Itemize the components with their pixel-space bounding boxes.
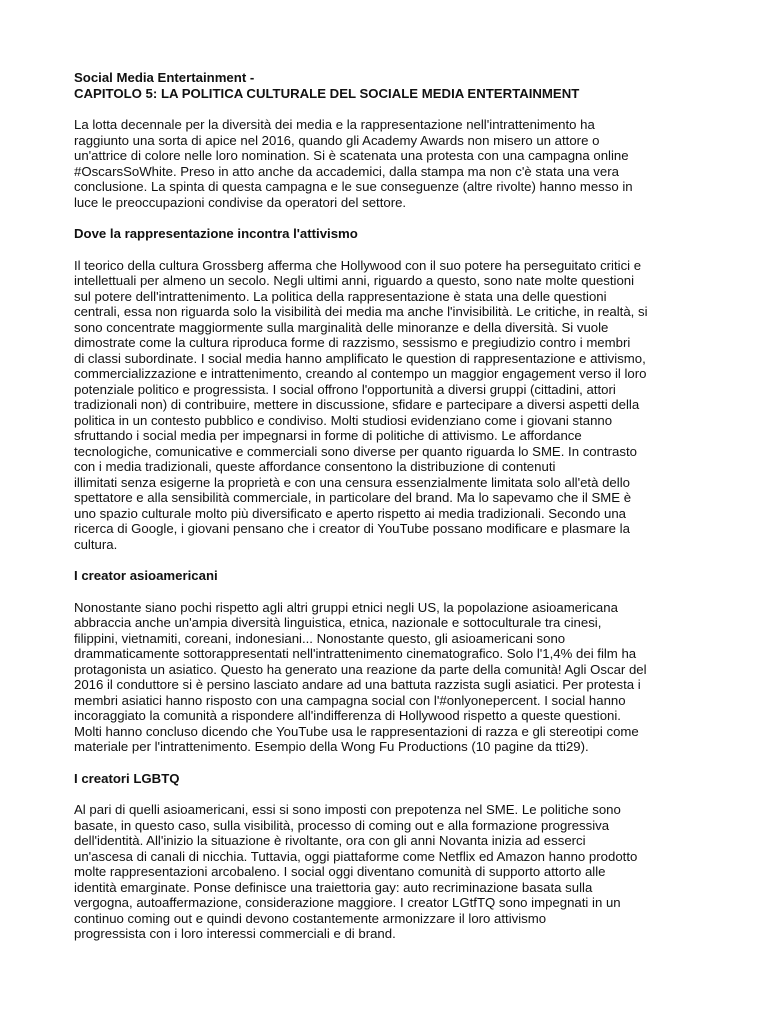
paragraph-line: continuo coming out e quindi devono costantemente armonizzare il loro attivismo — [74, 910, 547, 926]
paragraph-line: conclusione. La spinta di questa campagna e le sue conseguenze (altre rivolte) hanno messo in — [74, 179, 633, 194]
paragraph-line: materiale per l'intrattenimento. Esempio della Wong Fu Productions (10 pagine da tti29). — [74, 739, 589, 754]
paragraph-line: #OscarsSoWhite. Preso in atto anche da accademici, dalla stampa ma non c'è stata una vera — [74, 163, 619, 179]
paragraph-line: Il teorico della cultura Grossberg afferma che Hollywood con il suo potere ha perseguitato critici e — [74, 257, 642, 273]
paragraph-line: potenziale politico e progressista. I social offrono l'opportunità a diversi gruppi (cittadini, attori — [74, 381, 616, 397]
paragraph-line: sul potere dell'intrattenimento. La politica della rappresentazione è stata una delle questioni — [74, 288, 607, 304]
paragraph-line: Nonostante siano pochi rispetto agli altri gruppi etnici negli US, la popolazione asioamericana — [74, 599, 618, 615]
paragraph-line: un'ascesa di canali di nicchia. Tuttavia, oggi piattaforme come Netflix ed Amazon hanno prodotto — [74, 848, 638, 864]
paragraph-line: molte rappresentazioni arcobaleno. I social oggi diventano comunità di supporto attorto alle — [74, 864, 606, 879]
paragraph-line: La lotta decennale per la diversità dei media e la rappresentazione nell'intrattenimento ha — [74, 117, 595, 132]
paragraph-line: dell'identità. All'inizio la situazione è rivoltante, ora con gli anni Novanta inizia ad esserci — [74, 833, 586, 848]
section-heading-lgbtq: I creatori LGBTQ — [74, 770, 180, 786]
paragraph-line: 2016 il conduttore si è persino lasciato andare ad una battuta razzista sugli asiatici. Per protesta i — [74, 677, 641, 692]
lgbtq-paragraph — [74, 802, 714, 942]
paragraph-line: dimostrate come la cultura riproduca forme di razzismo, sessismo e pregiudizio contro i membri — [74, 335, 631, 350]
intro-paragraph — [74, 117, 714, 210]
paragraph-line: ricerca di Google, i giovani pensano che i creator di YouTube possano modificare e plasmare la — [74, 521, 630, 536]
paragraph-line: protagonista un asiatico. Questo ha generato una reazione da parte della comunità! Agli Oscar del — [74, 661, 647, 677]
paragraph-line: di classi subordinate. I social media hanno amplificato le question di rappresentazione e attivismo, — [74, 350, 646, 366]
paragraph-line: sfruttando i social media per impegnarsi in forme di politiche di attivismo. Le affordance — [74, 428, 582, 443]
paragraph-line: con i media tradizionali, queste affordance consentono la distribuzione di contenuti — [74, 459, 556, 474]
paragraph-line: Molti hanno concluso dicendo che YouTube usa le rappresentazioni di razza e gli stereotipi come — [74, 723, 639, 739]
paragraph-line: vergogna, autoaffermazione, considerazione maggiore. I creator LGtfTQ sono impegnati in un — [74, 895, 621, 910]
paragraph-line: un'attrice di colore nelle loro nomination. Si è scatenata una protesta con una campagna online — [74, 148, 629, 163]
paragraph-line: progressista con i loro interessi commerciali e di brand. — [74, 926, 396, 941]
paragraph-line: abbraccia anche un'ampia diversità linguistica, etnica, nazionale e sottoculturale tra cinesi, — [74, 615, 602, 630]
paragraph-line: tecnologiche, comunicative e commerciali sono diverse per quanto riguarda lo SME. In contrasto — [74, 443, 637, 459]
paragraph-line: tradizionali non) di contribuire, mettere in discussione, sfidare e partecipare a diversi aspetti della — [74, 397, 640, 412]
paragraph-line: illimitati senza esigerne la proprietà e con una censura essenzialmente limitata solo all'età dello — [74, 474, 630, 490]
paragraph-line: drammaticamente sottorappresentati nell'intrattenimento cinematografico. Solo l'1,4% dei film ha — [74, 646, 637, 661]
paragraph-line: membri asiatici hanno risposto con una campagna social con l'#onlyonepercent. I social hanno — [74, 692, 626, 708]
document-page — [74, 70, 714, 958]
paragraph-line: basate, in questo caso, sulla visibilità, processo di coming out e alla formazione progressiva — [74, 817, 610, 833]
paragraph-line: luce le preoccupazioni condivise da operatori del settore. — [74, 194, 407, 210]
paragraph-line: uno spazio culturale molto più diversificato e aperto rispetto ai media tradizionali. Secondo una — [74, 505, 626, 521]
attivismo-paragraph — [74, 258, 714, 553]
paragraph-line: centrali, essa non riguarda solo la visibilità dei media ma anche l'invisibilità. Le critiche, in realtà, si — [74, 304, 648, 319]
paragraph-line: raggiunto una sorta di apice nel 2016, quando gli Academy Awards non misero un attore o — [74, 132, 600, 148]
paragraph-line: politica in un contesto pubblico e condiviso. Molti studiosi evidenziano come i giovani stanno — [74, 412, 613, 428]
paragraph-line: spettatore e alla sensibilità commerciale, in particolare del brand. Ma lo sapevamo che il SME è — [74, 490, 632, 505]
document-header — [74, 70, 714, 101]
paragraph-line: Al pari di quelli asioamericani, essi si sono imposti con prepotenza nel SME. Le politiche sono — [74, 802, 621, 817]
paragraph-line: intellettuali per almeno un secolo. Negli ultimi anni, riguardo a questo, sono nate molte questioni — [74, 273, 635, 288]
paragraph-line: filippini, vietnamiti, coreani, indonesiani... Nonostante questo, gli asioamericani sono — [74, 630, 566, 646]
document-title: Social Media Entertainment - — [74, 70, 255, 85]
paragraph-line: incoraggiato la comunità a rispondere all'indifferenza di Hollywood rispetto a queste questioni. — [74, 708, 621, 723]
paragraph-line: commercializzazione e intrattenimento, creando al contempo un maggior engagement verso il loro — [74, 366, 647, 381]
chapter-title: CAPITOLO 5: LA POLITICA CULTURALE DEL SOCIALE MEDIA ENTERTAINMENT — [74, 85, 580, 101]
paragraph-line: identità emarginate. Ponse definisce una traiettoria gay: auto recriminazione basata sulla — [74, 879, 593, 895]
asioamericani-paragraph — [74, 600, 714, 755]
section-heading-attivismo: Dove la rappresentazione incontra l'attivismo — [74, 226, 358, 241]
section-heading-asioamericani: I creator asioamericani — [74, 568, 218, 583]
paragraph-line: cultura. — [74, 536, 118, 552]
paragraph-line: sono concentrate maggiormente sulla marginalità delle minoranze e della diversità. Si vuole — [74, 319, 609, 335]
